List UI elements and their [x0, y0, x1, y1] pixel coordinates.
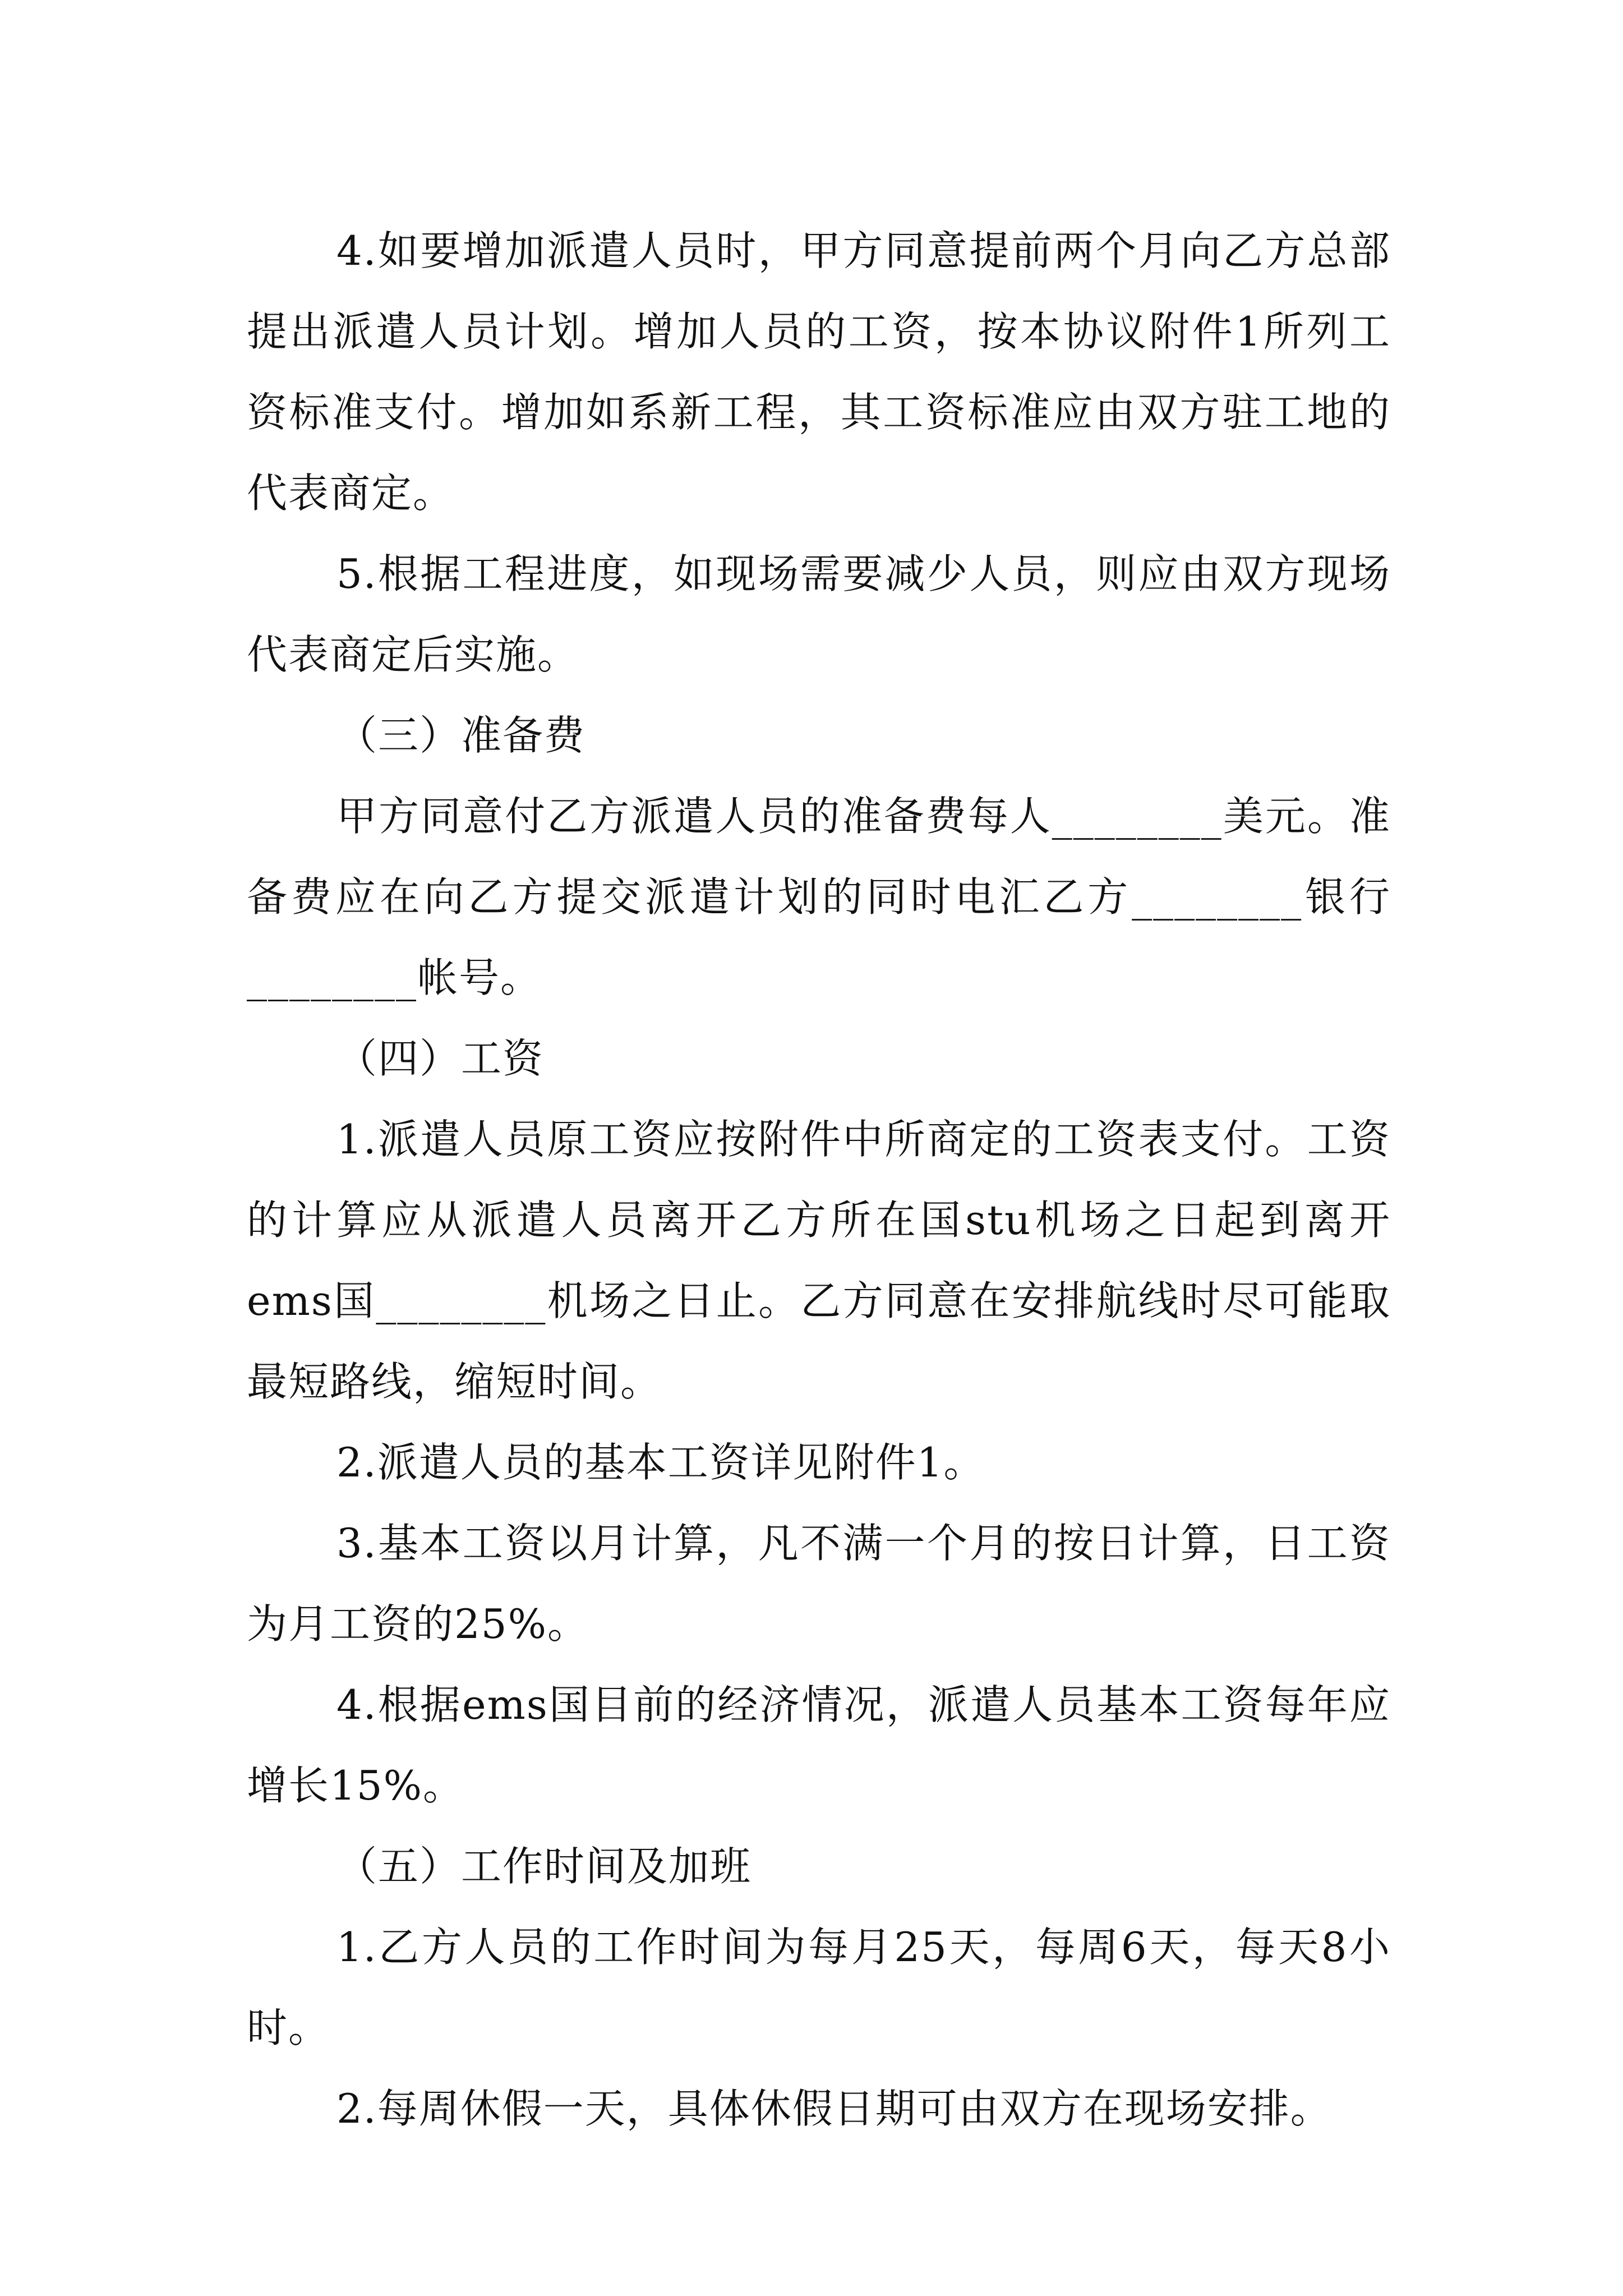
- section-heading-preparation-fee: （三）准备费: [336, 712, 586, 759]
- paragraph-basic-wage: 2.派遣人员的基本工资详见附件1。: [336, 1439, 985, 1486]
- paragraph-working-hours: 1.乙方人员的工作时间为每月25天，每周6天，每天8小时。: [247, 1924, 1391, 2051]
- paragraph-wage-growth: 4.根据ems国目前的经济情况，派遣人员基本工资每年应增长15%。: [247, 1681, 1391, 1809]
- document-body: [247, 210, 1391, 2149]
- paragraph-weekly-rest: 2.每周休假一天，具体休假日期可由双方在现场安排。: [336, 2085, 1332, 2132]
- section-heading-wages: （四）工资: [336, 1035, 545, 1082]
- paragraph-wage-calculation: 1.派遣人员原工资应按附件中所商定的工资表支付。工资的计算应从派遣人员离开乙方所在国stu机场之日起到离开ems国________机场之日止。乙方同意在安排航线时尽可能取最短路线，缩短时间。: [247, 1116, 1391, 1405]
- paragraph-add-personnel: 4.如要增加派遣人员时，甲方同意提前两个月向乙方总部提出派遣人员计划。增加人员的工资，按本协议附件1所列工资标准支付。增加如系新工程，其工资标准应由双方驻工地的代表商定。: [247, 227, 1391, 517]
- paragraph-preparation-fee: 甲方同意付乙方派遣人员的准备费每人________美元。准备费应在向乙方提交派遣计划的同时电汇乙方________银行________帐号。: [247, 793, 1391, 1001]
- paragraph-daily-wage: 3.基本工资以月计算，凡不满一个月的按日计算，日工资为月工资的25%。: [247, 1520, 1391, 1648]
- section-heading-working-hours: （五）工作时间及加班: [336, 1843, 752, 1890]
- paragraph-reduce-personnel: 5.根据工程进度，如现场需要减少人员，则应由双方现场代表商定后实施。: [247, 550, 1391, 678]
